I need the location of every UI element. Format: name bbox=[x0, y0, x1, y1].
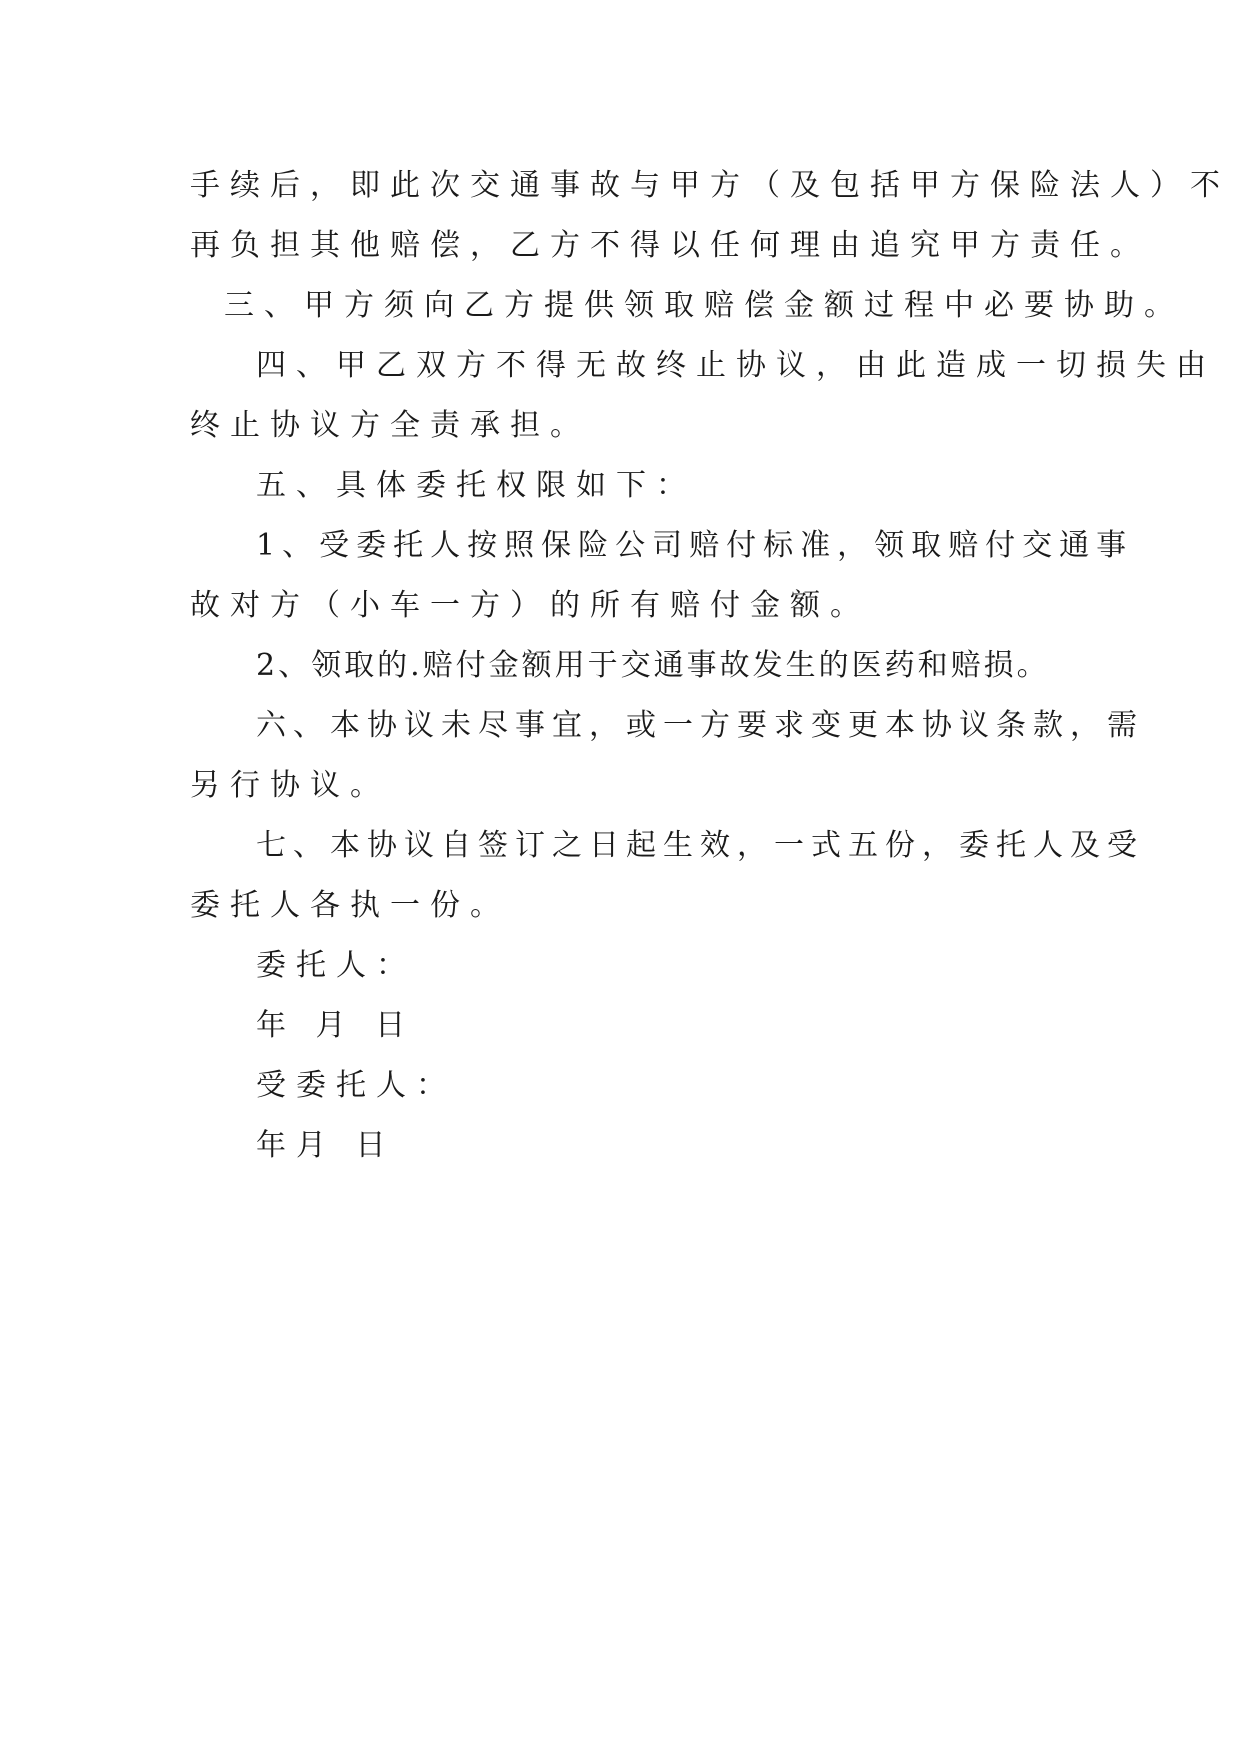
agent-signature-label: 受委托人： bbox=[256, 1068, 456, 1103]
agent-date-label: 年月 日 bbox=[256, 1128, 396, 1163]
clause-three: 三、甲方须向乙方提供领取赔偿金额过程中必要协助。 bbox=[224, 288, 1184, 323]
paragraph-line: 终止协议方全责承担。 bbox=[190, 408, 590, 443]
clause-five-item-2: 2、领取的.赔付金额用于交通事故发生的医药和赔损。 bbox=[256, 648, 1050, 683]
paragraph-line: 再负担其他赔偿，乙方不得以任何理由追究甲方责任。 bbox=[190, 228, 1150, 263]
principal-date-label: 年 月 日 bbox=[256, 1008, 416, 1043]
clause-five-item-1: 1、受委托人按照保险公司赔付标准，领取赔付交通事 bbox=[256, 528, 1134, 563]
paragraph-line: 委托人各执一份。 bbox=[190, 888, 510, 923]
paragraph-line: 另行协议。 bbox=[190, 768, 390, 803]
principal-signature-label: 委托人： bbox=[256, 948, 416, 983]
paragraph-line: 故对方（小车一方）的所有赔付金额。 bbox=[190, 588, 870, 623]
clause-six: 六、本协议未尽事宜，或一方要求变更本协议条款，需 bbox=[256, 708, 1144, 743]
clause-seven: 七、本协议自签订之日起生效，一式五份，委托人及受 bbox=[256, 828, 1144, 863]
clause-four: 四、甲乙双方不得无故终止协议，由此造成一切损失由 bbox=[256, 348, 1216, 383]
clause-five: 五、具体委托权限如下： bbox=[256, 468, 696, 503]
document-body bbox=[190, 156, 1230, 1176]
paragraph-line: 手续后，即此次交通事故与甲方（及包括甲方保险法人）不 bbox=[190, 168, 1230, 203]
